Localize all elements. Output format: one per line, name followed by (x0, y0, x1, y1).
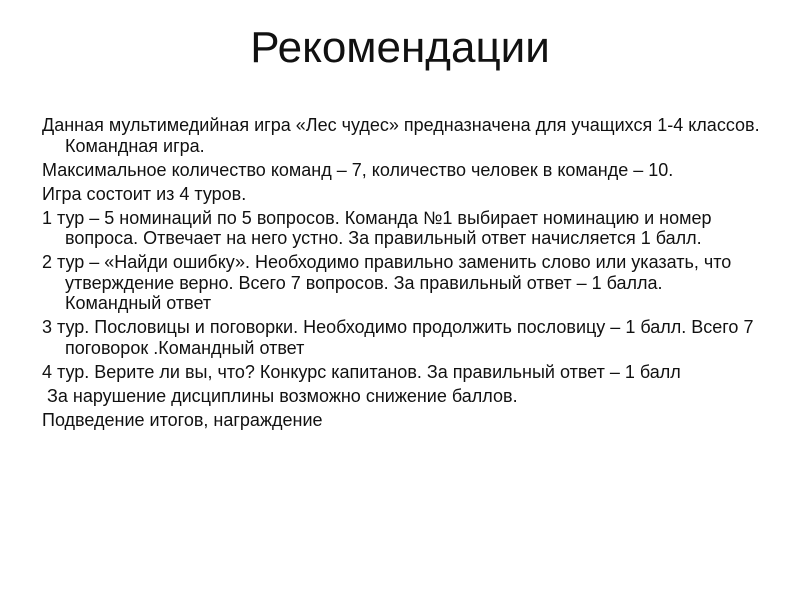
paragraph-round-3: 3 тур. Пословицы и поговорки. Необходимо продолжить пословицу – 1 балл. Всего 7 поговорок .Командный ответ (42, 317, 754, 358)
paragraph-round-2: 2 тур – «Найди ошибку». Необходимо правильно заменить слово или указать, что утверждение верно. Всего 7 вопросов. За правильный ответ – 1 балла. Командный ответ (42, 252, 732, 313)
paragraph-rounds-count: Игра состоит из 4 туров. (42, 183, 247, 204)
paragraph-summary: Подведение итогов, награждение (42, 409, 323, 430)
paragraph-team-limits: Максимальное количество команд – 7, количество человек в команде – 10. (42, 159, 674, 180)
slide-body (42, 115, 762, 434)
slide-title: Рекомендации (250, 23, 550, 72)
paragraph-discipline: За нарушение дисциплины возможно снижение баллов. (42, 385, 518, 406)
paragraph-round-4: 4 тур. Верите ли вы, что? Конкурс капитанов. За правильный ответ – 1 балл (42, 361, 681, 382)
paragraph-round-1: 1 тур – 5 номинаций по 5 вопросов. Команда №1 выбирает номинацию и номер вопроса. Отвечает на него устно. За правильный ответ начисляется 1 балл. (42, 207, 712, 248)
paragraph-game-description: Данная мультимедийная игра «Лес чудес» предназначена для учащихся 1-4 классов. Командная игра. (42, 115, 760, 156)
